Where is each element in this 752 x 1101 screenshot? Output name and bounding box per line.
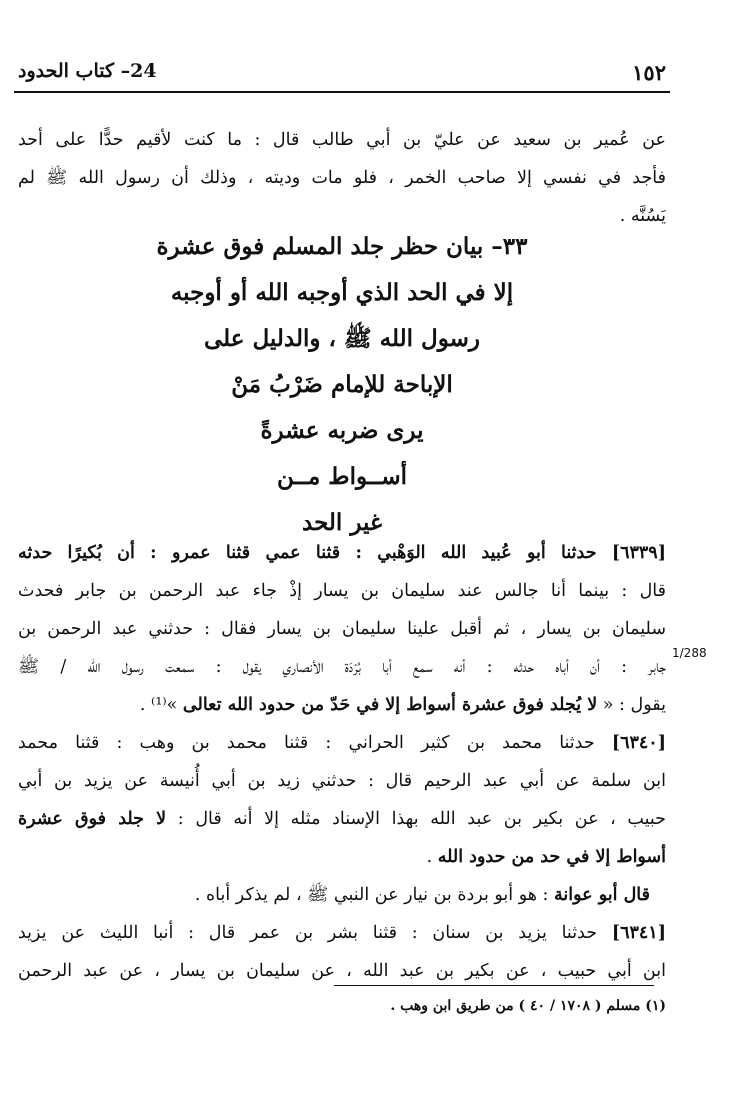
chapter-heading-line: رسول الله ﷺ ، والدليل على xyxy=(203,325,480,352)
hadith-quote: لا يُجلد فوق عشرة أسواط إلا في حَدّ من حدود الله تعالى xyxy=(182,695,598,715)
text-line: جابر : أن أباه حدثه : أنه سمع أبا بُرْدَة الأنصاري يقول : سمعت رسول الله / ﷺ xyxy=(18,657,666,677)
chapter-heading-line: ٣٣– بيان حظر جلد المسلم فوق عشرة xyxy=(156,233,528,260)
hadith-quote: لا جلد فوق عشرة xyxy=(18,809,167,829)
text-line: يقول : « xyxy=(597,695,666,715)
text-line: يَسُنَّه . xyxy=(619,206,666,226)
text-line: . xyxy=(426,847,438,867)
hadith-text: حدثنا يزيد بن سنان : قثنا بشر بن عمر قال : أنبا الليث عن يزيد xyxy=(18,923,612,943)
margin-page-ref: 1/288 xyxy=(672,646,707,660)
chapter-heading-line: أســواط مــن xyxy=(277,463,407,490)
hadith-6339 xyxy=(18,534,666,724)
hadith-text: حدثنا أبو عُبيد الله الوَهْبي : قثنا عمي قثنا عمرو : أن بُكيرًا حدثه xyxy=(18,543,612,563)
body-top xyxy=(18,121,666,235)
text-line: سليمان بن يسار ، ثم أقبل علينا سليمان بن يسار فقال : حدثني عبد الرحمن بن xyxy=(18,619,666,639)
chapter-heading-line: إلا في الحد الذي أوجبه الله أو أوجبه xyxy=(170,279,514,306)
text-line: فأجد في نفسي إلا صاحب الخمر ، فلو مات وديته ، وذلك أن رسول الله ﷺ لم xyxy=(18,168,666,188)
hadith-number: [٦٣٣٩] xyxy=(611,543,666,563)
hadith-quote: أسواط إلا في حد من حدود الله xyxy=(437,847,666,867)
header-rule xyxy=(14,91,670,93)
hadith-number: [٦٣٤١] xyxy=(611,923,666,943)
hadith-6341 xyxy=(18,914,666,990)
hadith-6340 xyxy=(18,724,666,876)
chapter-heading-line: الإباحة للإمام ضَرْبُ مَنْ xyxy=(231,371,453,398)
running-header xyxy=(18,58,666,90)
chapter-title: 24– كتاب الحدود xyxy=(18,60,157,82)
abu-awana-note xyxy=(18,876,666,914)
page-number: ١٥٢ xyxy=(632,60,666,85)
chapter-heading-line: غير الحد xyxy=(302,509,382,536)
narrator-label: قال أبو عوانة xyxy=(554,885,650,905)
footnote-rule xyxy=(334,985,654,986)
text-line: : هو أبو بردة بن نيار عن النبي ﷺ ، لم يذكر أباه . xyxy=(194,885,555,905)
text-line: عن عُمير بن سعيد عن عليّ بن أبي طالب قال : ما كنت لأقيم حدًّا على أحد xyxy=(18,130,666,150)
hadith-number: [٦٣٤٠] xyxy=(611,733,666,753)
text-line: حبيب ، عن بكير بن عبد الله بهذا الإسناد مثله إلا أنه قال : xyxy=(166,809,666,829)
hadith-text: حدثنا محمد بن كثير الحراني : قثنا محمد بن وهب : قثنا محمد xyxy=(18,733,612,753)
text-line: ابن سلمة عن أبي عبد الرحيم قال : حدثني زيد بن أبي أُنيسة عن يزيد بن أبي xyxy=(18,771,666,791)
footnote: (١) مسلم ( ١٧٠٨ / ٤٠ ) من طريق ابن وهب . xyxy=(390,998,666,1014)
text-line: ابن أبي حبيب ، عن بكير بن عبد الله ، عن سليمان بن يسار ، عن عبد الرحمن xyxy=(18,961,666,981)
footnote-ref: »⁽¹⁾ . xyxy=(139,695,183,715)
text-line: قال : بينما أنا جالس عند سليمان بن يسار إذْ جاء عبد الرحمن بن جابر فحدث xyxy=(18,581,666,601)
chapter-heading-line: يرى ضربه عشرةً xyxy=(260,417,424,444)
